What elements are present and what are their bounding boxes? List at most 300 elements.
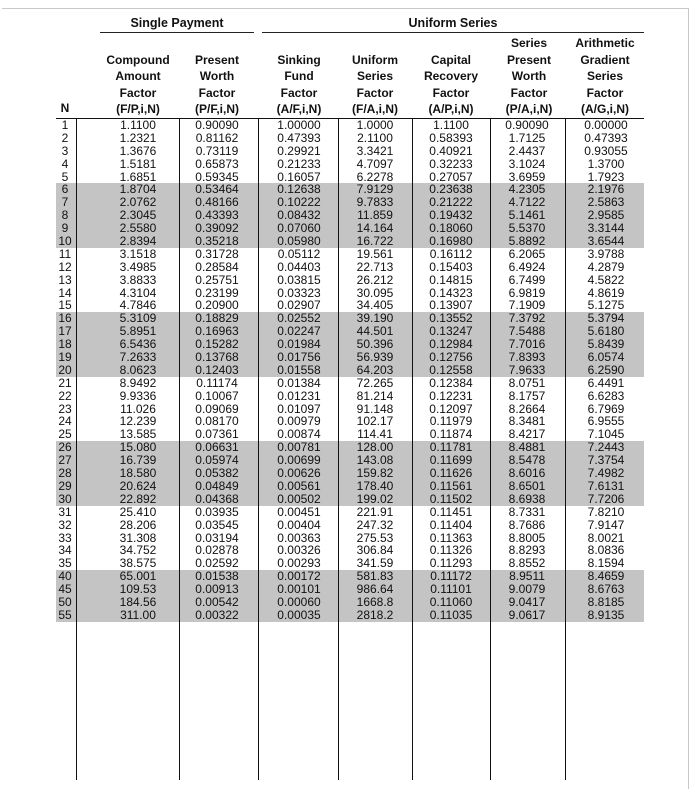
cell-pf: 0.65873 — [195, 156, 239, 171]
cell-af: 0.03815 — [277, 272, 321, 287]
cell-pf: 0.53464 — [195, 182, 239, 197]
cell-af: 0.00502 — [277, 491, 321, 506]
cell-n: 2 — [61, 130, 69, 145]
cell-n: 4 — [61, 156, 69, 171]
cell-fa: 221.91 — [356, 504, 394, 519]
cell-pf: 0.28584 — [195, 259, 239, 274]
column-separator — [179, 119, 180, 780]
cell-ag: 3.6544 — [587, 234, 625, 249]
cell-n: 18 — [58, 337, 72, 352]
cell-ag: 8.8185 — [587, 594, 625, 609]
cell-fp: 20.624 — [119, 478, 157, 493]
cell-fa: 986.64 — [356, 582, 394, 597]
cell-pf: 0.12403 — [195, 362, 239, 377]
cell-fa: 114.41 — [357, 427, 393, 442]
cell-ag: 8.6763 — [587, 582, 625, 597]
cell-ag: 5.1275 — [587, 298, 625, 313]
table-row — [56, 609, 644, 622]
cell-fp: 5.8951 — [119, 324, 157, 339]
cell-pf: 0.31728 — [195, 246, 239, 261]
cell-pf: 0.39092 — [195, 221, 239, 236]
cell-pf: 0.23199 — [195, 285, 239, 300]
cell-pf: 0.05974 — [195, 453, 239, 468]
cell-af: 0.21233 — [277, 156, 321, 171]
cell-ap: 0.11781 — [429, 440, 473, 455]
cell-pa: 6.7499 — [508, 272, 546, 287]
cell-ap: 0.27057 — [429, 169, 473, 184]
cell-ag: 2.1976 — [587, 182, 625, 197]
cell-ap: 0.11451 — [429, 504, 473, 519]
header-fa: Uniform Series Factor (F/A,i,N) — [352, 52, 398, 117]
cell-pa: 8.4217 — [508, 427, 546, 442]
cell-ap: 0.32233 — [429, 156, 473, 171]
cell-fa: 9.7833 — [356, 195, 394, 210]
table-row — [56, 467, 644, 480]
cell-pa: 8.1757 — [508, 388, 546, 403]
cell-ap: 0.13552 — [429, 311, 473, 326]
cell-pa: 4.2305 — [508, 182, 546, 197]
cell-pa: 7.8393 — [508, 350, 546, 365]
table-row — [56, 364, 644, 377]
cell-pf: 0.13768 — [195, 350, 239, 365]
cell-n: 34 — [58, 543, 72, 558]
cell-ag: 4.2879 — [587, 259, 625, 274]
cell-fp: 13.585 — [119, 427, 157, 442]
table-row — [56, 351, 644, 364]
cell-fp: 3.1518 — [119, 246, 157, 261]
cell-n: 11 — [58, 246, 72, 261]
cell-fa: 128.00 — [356, 440, 394, 455]
cell-fa: 581.83 — [356, 569, 394, 584]
cell-ag: 7.2443 — [587, 440, 625, 455]
cell-fa: 247.32 — [356, 517, 394, 532]
cell-n: 1 — [61, 118, 69, 132]
cell-fa: 178.40 — [356, 478, 394, 493]
cell-pa: 8.6938 — [508, 491, 546, 506]
cell-pa: 8.2664 — [508, 401, 546, 416]
cell-fa: 4.7097 — [356, 156, 394, 171]
cell-pa: 6.2065 — [508, 246, 546, 261]
cell-ap: 0.12231 — [429, 388, 473, 403]
cell-pa: 8.6016 — [508, 466, 546, 481]
cell-ag: 7.9147 — [587, 517, 625, 532]
cell-fa: 34.405 — [356, 298, 394, 313]
table-row — [56, 506, 644, 519]
cell-af: 0.00326 — [277, 543, 321, 558]
cell-af: 0.00293 — [277, 556, 321, 571]
cell-ap: 0.12384 — [429, 375, 473, 390]
cell-fp: 184.56 — [119, 594, 157, 609]
cell-fp: 16.739 — [119, 453, 157, 468]
cell-ag: 7.6131 — [587, 478, 625, 493]
cell-pf: 0.00322 — [195, 607, 239, 622]
cell-af: 1.00000 — [277, 118, 321, 132]
cell-n: 6 — [61, 182, 69, 197]
cell-ap: 0.14323 — [429, 285, 473, 300]
cell-n: 10 — [58, 234, 72, 249]
cell-ag: 8.1594 — [587, 556, 625, 571]
cell-pf: 0.00542 — [195, 594, 239, 609]
cell-ap: 0.11293 — [429, 556, 473, 571]
cell-fp: 18.580 — [119, 466, 157, 481]
cell-fa: 91.148 — [356, 401, 394, 416]
cell-fp: 65.001 — [119, 569, 157, 584]
cell-pf: 0.08170 — [195, 414, 239, 429]
cell-n: 24 — [58, 414, 72, 429]
cell-ap: 0.11326 — [429, 543, 473, 558]
cell-af: 0.02247 — [277, 324, 321, 339]
cell-pa: 2.4437 — [508, 143, 546, 158]
cell-pf: 0.03935 — [195, 504, 239, 519]
cell-pa: 7.9633 — [508, 362, 546, 377]
table-row — [56, 248, 644, 261]
cell-fa: 72.265 — [356, 375, 394, 390]
cell-n: 17 — [58, 324, 72, 339]
cell-fa: 143.08 — [356, 453, 394, 468]
cell-pa: 5.8892 — [508, 234, 546, 249]
cell-af: 0.00781 — [277, 440, 321, 455]
cell-pa: 8.6501 — [508, 478, 546, 493]
cell-ag: 5.8439 — [587, 337, 625, 352]
cell-ag: 8.4659 — [587, 569, 625, 584]
cell-pf: 0.03545 — [195, 517, 239, 532]
cell-af: 0.00561 — [277, 478, 321, 493]
cell-fa: 6.2278 — [356, 169, 394, 184]
cell-af: 0.05980 — [277, 234, 321, 249]
cell-ag: 6.2590 — [587, 362, 625, 377]
cell-pa: 4.7122 — [508, 195, 546, 210]
cell-n: 19 — [58, 350, 72, 365]
header-af: Sinking Fund Factor (A/F,i,N) — [276, 52, 322, 117]
column-separator — [490, 119, 491, 780]
cell-pf: 0.16963 — [195, 324, 239, 339]
cell-ag: 4.8619 — [587, 285, 625, 300]
cell-pf: 0.04849 — [195, 478, 239, 493]
cell-ag: 7.4982 — [587, 466, 625, 481]
cell-n: 14 — [58, 285, 72, 300]
table-row — [56, 377, 644, 390]
cell-ag: 0.93055 — [584, 143, 628, 158]
cell-fp: 1.8704 — [119, 182, 157, 197]
table-row — [56, 132, 644, 145]
cell-pf: 0.02878 — [195, 543, 239, 558]
cell-pf: 0.73119 — [195, 143, 239, 158]
cell-fp: 34.752 — [119, 543, 157, 558]
header-ag: Arithmetic Gradient Series Factor (A/G,i,N) — [575, 36, 635, 117]
cell-fp: 2.0762 — [119, 195, 157, 210]
cell-ap: 0.12756 — [429, 350, 473, 365]
table-row — [56, 235, 644, 248]
cell-ag: 6.4491 — [587, 375, 625, 390]
column-separator — [76, 119, 77, 780]
cell-pa: 1.7125 — [508, 130, 546, 145]
cell-n: 3 — [61, 143, 69, 158]
cell-ag: 7.7206 — [587, 491, 625, 506]
cell-ag: 2.5863 — [587, 195, 625, 210]
cell-ap: 0.21222 — [429, 195, 473, 210]
cell-pa: 8.4881 — [508, 440, 546, 455]
cell-af: 0.00363 — [277, 530, 321, 545]
cell-af: 0.05112 — [277, 246, 321, 261]
cell-ag: 8.0021 — [587, 530, 625, 545]
cell-pa: 9.0617 — [508, 607, 546, 622]
cell-af: 0.01231 — [277, 388, 321, 403]
cell-ap: 0.11502 — [429, 491, 473, 506]
cell-fa: 2818.2 — [356, 607, 394, 622]
cell-n: 13 — [58, 272, 72, 287]
cell-af: 0.00699 — [277, 453, 321, 468]
cell-fp: 6.5436 — [119, 337, 157, 352]
cell-ap: 0.11404 — [429, 517, 473, 532]
cell-fp: 8.0623 — [119, 362, 157, 377]
cell-fp: 5.3109 — [119, 311, 157, 326]
table-row — [56, 519, 644, 532]
cell-pf: 0.25751 — [195, 272, 239, 287]
cell-af: 0.00035 — [277, 607, 321, 622]
cell-ap: 0.11699 — [429, 453, 473, 468]
cell-fa: 275.53 — [356, 530, 394, 545]
cell-fa: 2.1100 — [357, 130, 393, 145]
cell-ap: 0.11172 — [430, 569, 472, 584]
cell-pa: 0.90090 — [505, 118, 549, 132]
cell-af: 0.00451 — [277, 504, 321, 519]
uniform-series-header: Uniform Series — [408, 16, 498, 30]
table-row — [56, 261, 644, 274]
cell-pf: 0.10067 — [195, 388, 239, 403]
cell-fp: 31.308 — [119, 530, 157, 545]
cell-n: 32 — [58, 517, 72, 532]
cell-pa: 8.7331 — [508, 504, 546, 519]
cell-pf: 0.02592 — [195, 556, 239, 571]
cell-af: 0.01097 — [277, 401, 321, 416]
cell-fp: 2.3045 — [119, 208, 157, 223]
cell-ap: 0.23638 — [429, 182, 473, 197]
cell-fa: 16.722 — [356, 234, 394, 249]
cell-ap: 0.11101 — [430, 582, 472, 597]
factor-table — [56, 119, 644, 622]
cell-n: 55 — [58, 607, 72, 622]
cell-pa: 8.0751 — [508, 375, 546, 390]
table-row — [56, 119, 644, 132]
cell-af: 0.00874 — [277, 427, 321, 442]
cell-fa: 26.212 — [356, 272, 394, 287]
cell-fp: 15.080 — [119, 440, 157, 455]
cell-ap: 0.16112 — [429, 246, 473, 261]
cell-fa: 199.02 — [356, 491, 394, 506]
cell-fp: 12.239 — [119, 414, 157, 429]
cell-pf: 0.11174 — [196, 375, 238, 390]
cell-ag: 8.0836 — [587, 543, 625, 558]
column-separator — [258, 119, 259, 780]
cell-n: 26 — [58, 440, 72, 455]
cell-ag: 6.6283 — [587, 388, 625, 403]
cell-fa: 22.713 — [356, 259, 394, 274]
cell-ap: 0.11874 — [429, 427, 473, 442]
cell-ag: 2.9585 — [587, 208, 625, 223]
column-separator — [412, 119, 413, 780]
cell-af: 0.01984 — [277, 337, 321, 352]
header-fp: Compound Amount Factor (F/P,i,N) — [106, 52, 170, 117]
cell-ag: 3.3144 — [587, 221, 625, 236]
cell-ag: 6.9555 — [587, 414, 625, 429]
cell-n: 31 — [58, 504, 72, 519]
cell-pf: 0.05382 — [195, 466, 239, 481]
cell-ag: 8.9135 — [587, 607, 625, 622]
cell-af: 0.02552 — [277, 311, 321, 326]
cell-af: 0.29921 — [277, 143, 321, 158]
cell-ag: 5.6180 — [587, 324, 625, 339]
cell-af: 0.47393 — [277, 130, 321, 145]
cell-ap: 0.11035 — [429, 607, 473, 622]
cell-ap: 1.1100 — [433, 118, 469, 132]
cell-fa: 81.214 — [356, 388, 394, 403]
cell-pa: 9.0417 — [508, 594, 546, 609]
cell-af: 0.00172 — [277, 569, 321, 584]
cell-ag: 3.9788 — [587, 246, 625, 261]
table-row — [56, 274, 644, 287]
cell-ap: 0.12097 — [429, 401, 473, 416]
table-row — [56, 145, 644, 158]
cell-pf: 0.43393 — [195, 208, 239, 223]
cell-fp: 9.9336 — [119, 388, 157, 403]
header-pf: Present Worth Factor (P/F,i,N) — [194, 52, 240, 117]
cell-fp: 28.206 — [119, 517, 157, 532]
cell-n: 30 — [58, 491, 72, 506]
cell-n: 40 — [58, 569, 72, 584]
cell-pa: 3.6959 — [508, 169, 546, 184]
cell-pf: 0.00913 — [195, 582, 239, 597]
cell-fp: 1.6851 — [119, 169, 157, 184]
cell-pa: 8.8293 — [508, 543, 546, 558]
cell-ag: 7.8210 — [587, 504, 625, 519]
cell-fa: 341.59 — [356, 556, 394, 571]
cell-af: 0.03323 — [277, 285, 321, 300]
cell-pa: 7.7016 — [508, 337, 546, 352]
cell-n: 21 — [58, 375, 72, 390]
cell-ag: 4.5822 — [587, 272, 625, 287]
cell-pf: 0.81162 — [195, 130, 239, 145]
cell-af: 0.00101 — [277, 582, 321, 597]
cell-ap: 0.13247 — [429, 324, 473, 339]
cell-n: 15 — [58, 298, 72, 313]
cell-pa: 8.9511 — [509, 569, 545, 584]
cell-pa: 5.5370 — [508, 221, 546, 236]
cell-fp: 38.575 — [119, 556, 157, 571]
cell-pa: 8.5478 — [508, 453, 546, 468]
cell-af: 0.00979 — [277, 414, 321, 429]
cell-pf: 0.01538 — [195, 569, 239, 584]
cell-ap: 0.12984 — [429, 337, 473, 352]
cell-ag: 1.7923 — [587, 169, 625, 184]
cell-pa: 7.5488 — [508, 324, 546, 339]
cell-fa: 1668.8 — [356, 594, 394, 609]
column-separator — [338, 119, 339, 780]
cell-af: 0.04403 — [277, 259, 321, 274]
cell-ap: 0.11363 — [429, 530, 473, 545]
cell-ap: 0.12558 — [429, 362, 473, 377]
header-pa: Series Present Worth Factor (P/A,i,N) — [505, 36, 553, 117]
cell-n: 25 — [58, 427, 72, 442]
column-separator — [565, 119, 566, 780]
cell-fp: 3.4985 — [119, 259, 157, 274]
cell-n: 8 — [61, 208, 69, 223]
cell-n: 16 — [58, 311, 72, 326]
cell-n: 27 — [58, 453, 72, 468]
cell-af: 0.00060 — [277, 594, 321, 609]
cell-ag: 1.3700 — [587, 156, 625, 171]
cell-n: 33 — [58, 530, 72, 545]
cell-fp: 2.5580 — [119, 221, 157, 236]
single-payment-rule — [100, 32, 254, 33]
cell-n: 7 — [61, 195, 69, 210]
cell-ap: 0.58393 — [429, 130, 473, 145]
cell-ap: 0.16980 — [429, 234, 473, 249]
cell-ap: 0.11561 — [429, 478, 473, 493]
cell-fp: 7.2633 — [119, 350, 157, 365]
cell-ap: 0.19432 — [429, 208, 473, 223]
cell-pa: 8.3481 — [508, 414, 546, 429]
header-n: N — [60, 101, 70, 115]
cell-fa: 306.84 — [356, 543, 394, 558]
cell-pa: 6.4924 — [508, 259, 546, 274]
uniform-series-rule — [262, 32, 644, 33]
cell-fp: 8.9492 — [119, 375, 157, 390]
cell-fp: 1.5181 — [119, 156, 157, 171]
cell-pf: 0.15282 — [195, 337, 239, 352]
cell-pa: 8.7686 — [508, 517, 546, 532]
cell-n: 29 — [58, 478, 72, 493]
cell-pa: 3.1024 — [508, 156, 546, 171]
cell-n: 12 — [58, 259, 72, 274]
cell-pf: 0.90090 — [195, 118, 239, 132]
cell-fa: 19.561 — [356, 246, 394, 261]
table-row — [56, 158, 644, 171]
cell-pf: 0.59345 — [195, 169, 239, 184]
cell-pf: 0.09069 — [195, 401, 239, 416]
cell-fp: 2.8394 — [119, 234, 157, 249]
table-row — [56, 493, 644, 506]
cell-ag: 0.47393 — [584, 130, 628, 145]
cell-fa: 50.396 — [356, 337, 394, 352]
table-row — [56, 390, 644, 403]
cell-ag: 7.3754 — [587, 453, 625, 468]
single-payment-header: Single Payment — [130, 16, 224, 30]
cell-af: 0.16057 — [277, 169, 321, 184]
cell-n: 28 — [58, 466, 72, 481]
cell-fa: 30.095 — [356, 285, 394, 300]
cell-n: 22 — [58, 388, 72, 403]
cell-fp: 1.1100 — [120, 118, 156, 132]
cell-af: 0.08432 — [277, 208, 321, 223]
cell-pa: 7.3792 — [508, 311, 546, 326]
cell-pf: 0.04368 — [195, 491, 239, 506]
cell-af: 0.01756 — [277, 350, 321, 365]
cell-fa: 159.82 — [356, 466, 394, 481]
cell-n: 45 — [58, 582, 72, 597]
cell-fa: 44.501 — [356, 324, 394, 339]
cell-pa: 9.0079 — [508, 582, 546, 597]
cell-fa: 14.164 — [356, 221, 394, 236]
cell-n: 5 — [61, 169, 69, 184]
cell-pa: 8.8005 — [508, 530, 546, 545]
cell-ap: 0.40921 — [429, 143, 473, 158]
cell-fa: 1.0000 — [356, 118, 394, 132]
cell-af: 0.00626 — [277, 466, 321, 481]
cell-n: 9 — [61, 221, 69, 236]
cell-ap: 0.15403 — [429, 259, 473, 274]
cell-ag: 6.7969 — [587, 401, 625, 416]
table-row — [56, 480, 644, 493]
